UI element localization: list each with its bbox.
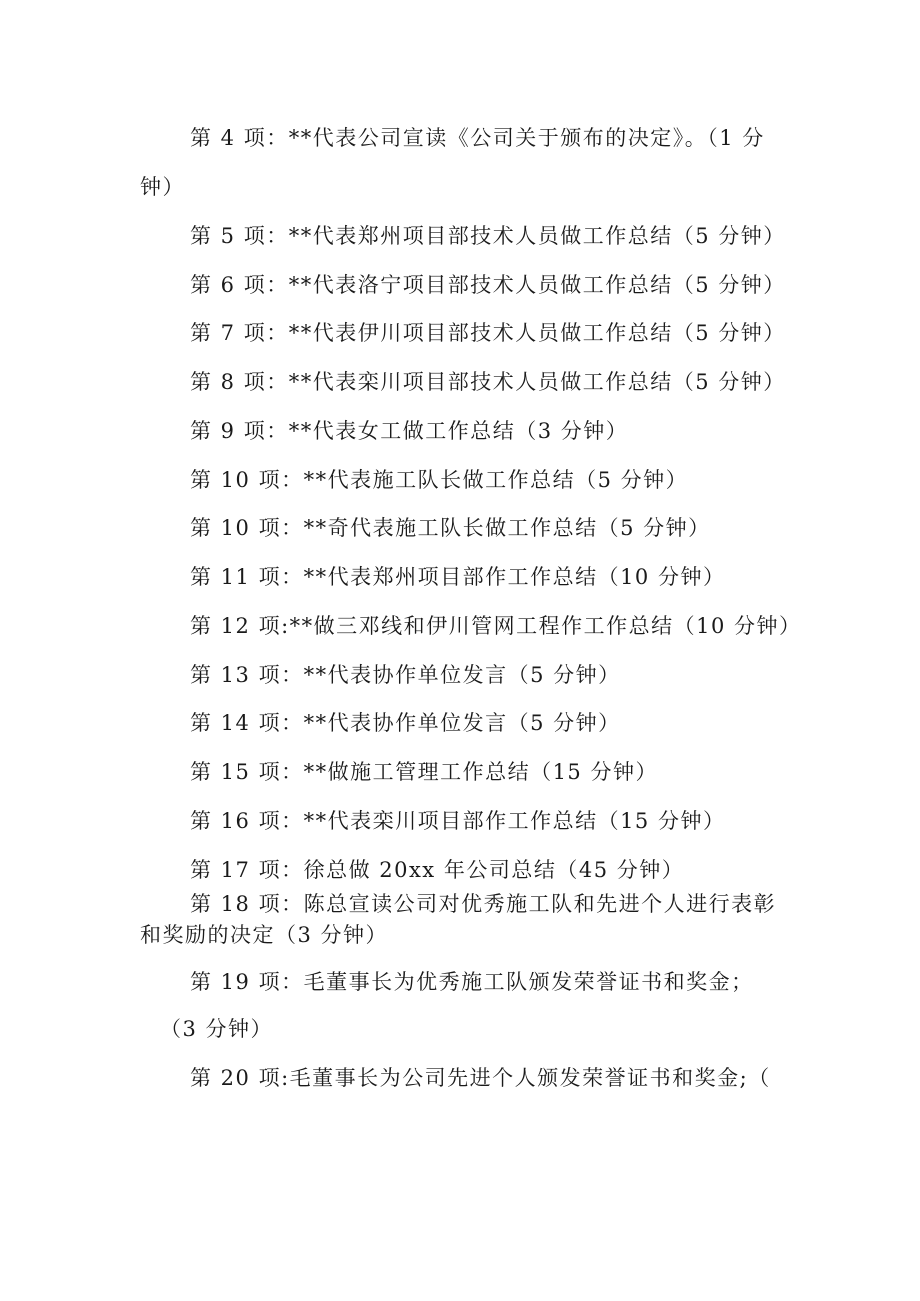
agenda-item-16: 第 16 项：**代表栾川项目部作工作总结（15 分钟） <box>190 809 726 833</box>
agenda-item-6: 第 6 项：**代表洛宁项目部技术人员做工作总结（5 分钟） <box>190 273 786 297</box>
agenda-item-10: 第 10 项：**代表施工队长做工作总结（5 分钟） <box>190 468 689 492</box>
agenda-item-9: 第 9 项：**代表女工做工作总结（3 分钟） <box>190 419 629 443</box>
agenda-item-14: 第 14 项：**代表协作单位发言（5 分钟） <box>190 711 621 735</box>
agenda-item-17: 第 17 项：徐总做 20xx 年公司总结（45 分钟） <box>190 858 685 882</box>
agenda-item-12: 第 12 项:**做三邓线和伊川管网工程作工作总结（10 分钟） <box>190 614 802 638</box>
agenda-item-8: 第 8 项：**代表栾川项目部技术人员做工作总结（5 分钟） <box>190 370 786 394</box>
agenda-item-20: 第 20 项:毛董事长为公司先进个人颁发荣誉证书和奖金;（ <box>190 1066 771 1090</box>
agenda-item-18-continued: 和奖励的决定（3 分钟） <box>140 923 389 947</box>
agenda-item-4-continued: 钟） <box>140 175 185 199</box>
agenda-item-15: 第 15 项：**做施工管理工作总结（15 分钟） <box>190 760 658 784</box>
agenda-item-5: 第 5 项：**代表郑州项目部技术人员做工作总结（5 分钟） <box>190 224 786 248</box>
agenda-item-19: 第 19 项：毛董事长为优秀施工队颁发荣誉证书和奖金； <box>190 970 754 994</box>
agenda-item-4: 第 4 项：**代表公司宣读《公司关于颁布的决定》。（1 分 <box>190 126 765 150</box>
agenda-item-7: 第 7 项：**代表伊川项目部技术人员做工作总结（5 分钟） <box>190 321 786 345</box>
agenda-item-11: 第 11 项：**代表郑州项目部作工作总结（10 分钟） <box>190 565 726 589</box>
agenda-item-19-continued: （3 分钟） <box>160 1017 274 1041</box>
agenda-item-10-duplicate: 第 10 项：**奇代表施工队长做工作总结（5 分钟） <box>190 516 711 540</box>
agenda-item-13: 第 13 项：**代表协作单位发言（5 分钟） <box>190 663 621 687</box>
agenda-item-18: 第 18 项：陈总宣读公司对优秀施工队和先进个人进行表彰 <box>190 892 777 916</box>
